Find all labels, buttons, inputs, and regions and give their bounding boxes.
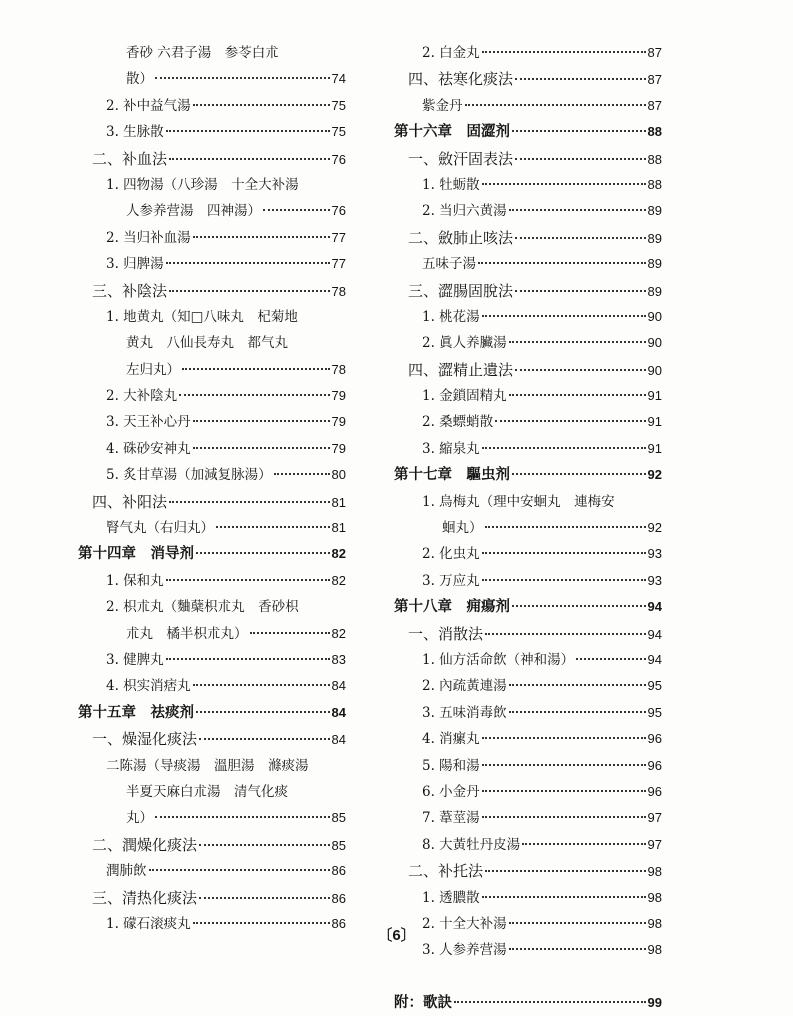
toc-entry (394, 225, 662, 251)
toc-entry (78, 700, 346, 726)
toc-entry-title: 1. 保和丸 (106, 572, 164, 589)
toc-entry (394, 832, 662, 858)
toc-entry-title: 3. 天王补心丹 (106, 414, 191, 431)
toc-entry-page: 95 (647, 678, 662, 694)
toc-entry-page: 94 (647, 651, 662, 667)
toc-entry-page: 78 (331, 283, 346, 299)
dot-leader (454, 1000, 646, 1003)
toc-entry-page: 98 (647, 864, 662, 880)
toc-entry (78, 40, 346, 66)
toc-entry (394, 489, 662, 515)
dot-leader (485, 632, 646, 635)
dot-leader (199, 843, 330, 846)
toc-entry-title: 二、斂肺止咳法 (408, 228, 514, 247)
toc-entry-title: 香砂 六君子湯 参苓白朮 (126, 45, 279, 61)
dot-leader (250, 631, 330, 634)
toc-entry-title: 1. 桃花湯 (422, 308, 480, 325)
toc-entry (394, 647, 662, 673)
toc-entry (394, 278, 662, 304)
toc-entry-title: 蛔丸） (442, 520, 483, 537)
dot-leader (509, 393, 646, 396)
toc-entry-title: 二、潤燥化痰法 (92, 835, 198, 854)
toc-entry-page: 87 (647, 97, 662, 113)
dot-leader (193, 683, 330, 686)
toc-entry (78, 885, 346, 911)
dot-leader (485, 869, 646, 872)
dot-leader (199, 896, 330, 899)
toc-entry-title: 1. 牡蛎散 (422, 176, 480, 193)
toc-entry-title: 一、消散法 (408, 624, 484, 643)
toc-entry-title: 3. 万应丸 (422, 572, 480, 589)
toc-entry-title: 4. 消瘰丸 (422, 731, 480, 748)
toc-entry-page: 99 (647, 995, 662, 1011)
toc-entry (394, 858, 662, 884)
toc-entry (394, 964, 662, 990)
toc-entry (78, 198, 346, 224)
toc-entry-page: 91 (647, 440, 662, 456)
dot-leader (149, 868, 330, 871)
toc-entry (78, 805, 346, 831)
toc-entry-page: 92 (647, 467, 662, 483)
dot-leader (482, 446, 646, 449)
toc-entry (78, 489, 346, 515)
toc-entry (394, 93, 662, 119)
dot-leader (482, 578, 646, 581)
toc-entry-title: 第十七章 驅虫剂 (394, 466, 510, 484)
toc-entry-title: 二陈湯（导痰湯 溫胆湯 滌痰湯 (106, 757, 309, 774)
toc-entry-title: 2. 十全大补湯 (422, 915, 507, 932)
toc-entry-title: 1. 地黄丸（知□八味丸 杞菊地 (106, 308, 298, 325)
toc-entry-page: 79 (331, 440, 346, 456)
toc-entry-page: 95 (647, 704, 662, 720)
toc-entry-title: 三、补陰法 (92, 281, 168, 300)
toc-entry-title: 2. 白金丸 (422, 45, 480, 61)
toc-entry-title: 第十五章 祛痰剂 (78, 703, 194, 721)
toc-entry-title: 4. 硃砂安神丸 (106, 440, 191, 457)
toc-entry-page: 89 (647, 203, 662, 219)
dot-leader (509, 710, 646, 713)
dot-leader (512, 472, 646, 475)
toc-entry-page: 83 (331, 651, 346, 667)
toc-entry-title: 散） (126, 71, 153, 88)
toc-entry (394, 541, 662, 567)
toc-entry-page: 90 (647, 335, 662, 351)
toc-entry (394, 409, 662, 435)
toc-entry-page: 80 (331, 467, 346, 483)
toc-entry-title: 二、补血法 (92, 149, 168, 168)
toc-entry-title: 第十六章 固澀剂 (394, 123, 510, 141)
toc-entry-title: 1. 金鎖固精丸 (422, 388, 507, 405)
toc-entry-page: 81 (331, 494, 346, 510)
dot-leader (196, 551, 330, 554)
toc-entry (78, 621, 346, 647)
toc-entry (78, 172, 346, 198)
toc-entry-title: 五味子湯 (422, 256, 476, 273)
toc-entry (78, 409, 346, 435)
toc-entry-page: 86 (331, 915, 346, 931)
toc-entry (78, 304, 346, 330)
toc-entry-page: 84 (331, 678, 346, 694)
toc-entry (78, 462, 346, 488)
toc-entry-title: 附：歌訣 (394, 994, 452, 1012)
toc-entry-title: 半夏天麻白朮湯 清气化痰 (126, 783, 288, 800)
toc-entry (78, 594, 346, 620)
dot-leader (482, 736, 646, 739)
toc-entry (394, 198, 662, 224)
toc-entry (394, 885, 662, 911)
toc-entry-title: 四、补阳法 (92, 492, 168, 511)
toc-entry (394, 383, 662, 409)
toc-entry-page: 82 (331, 546, 346, 562)
dot-leader (169, 157, 330, 160)
toc-entry-page: 90 (647, 308, 662, 324)
dot-leader (482, 551, 646, 554)
toc-entry-page: 77 (331, 229, 346, 245)
dot-leader (482, 789, 646, 792)
dot-leader (522, 842, 645, 845)
toc-entry-page: 96 (647, 757, 662, 773)
toc-entry-title: 2. 当归补血湯 (106, 229, 191, 246)
toc-entry-title: 2. 桑螵蛸散 (422, 414, 494, 431)
toc-entry (78, 647, 346, 673)
toc-entry (78, 225, 346, 251)
toc-entry-title: 潤肺飲 (106, 863, 147, 880)
toc-entry (78, 673, 346, 699)
toc-entry-title: 3. 縮泉丸 (422, 440, 480, 457)
dot-leader (179, 393, 329, 396)
dot-leader (509, 683, 646, 686)
dot-leader (216, 525, 330, 528)
toc-entry-title: 1. 透膿散 (422, 889, 480, 906)
toc-entry-title: 3. 归脾湯 (106, 256, 164, 273)
dot-leader (196, 710, 330, 713)
toc-entry (78, 436, 346, 462)
toc-entry-title: 四、祛寒化痰法 (408, 70, 514, 89)
toc-entry (394, 251, 662, 277)
dot-leader (166, 261, 330, 264)
toc-entry-title: 腎气丸（右归丸） (106, 520, 214, 537)
dot-leader (495, 419, 645, 422)
toc-entry-page: 86 (331, 890, 346, 906)
toc-entry-title: 3. 人参养营湯 (422, 942, 507, 959)
toc-entry-page: 75 (331, 124, 346, 140)
toc-entry-page: 98 (647, 915, 662, 931)
dot-leader (482, 314, 646, 317)
toc-entry-page: 89 (647, 256, 662, 272)
toc-entry-title: 2. 大补陰丸 (106, 388, 178, 405)
toc-entry (78, 93, 346, 119)
toc-entry-page: 77 (331, 256, 346, 272)
toc-entry-page: 74 (331, 71, 346, 87)
toc-entry-title: 5. 陽和湯 (422, 757, 480, 774)
toc-entry-title: 2. 枳朮丸（麯蘖枳朮丸 香砂枳 (106, 599, 299, 616)
toc-entry (394, 568, 662, 594)
toc-entry (394, 990, 662, 1016)
toc-entry (394, 621, 662, 647)
dot-leader (512, 604, 646, 607)
toc-entry-title: 2. 化虫丸 (422, 546, 480, 563)
toc-entry-page: 97 (647, 836, 662, 852)
toc-entry-title: 1. 礞石滚痰丸 (106, 915, 191, 932)
toc-entry-page: 87 (647, 72, 662, 88)
toc-entry-title: 黄丸 八仙長寿丸 都气丸 (126, 335, 288, 352)
toc-entry (78, 832, 346, 858)
toc-entry-page: 89 (647, 230, 662, 246)
toc-entry-title: 2. 內疏黃連湯 (422, 678, 507, 695)
toc-entry-title: 第十八章 痈瘍剂 (394, 598, 510, 616)
toc-entry (78, 515, 346, 541)
dot-leader (169, 500, 330, 503)
toc-entry (394, 304, 662, 330)
toc-entry-title: 紫金丹 (422, 97, 463, 114)
toc-entry-page: 91 (647, 388, 662, 404)
dot-leader (478, 261, 646, 264)
toc-entry-page: 90 (647, 362, 662, 378)
toc-entry (78, 779, 346, 805)
dot-leader (509, 947, 646, 950)
toc-entry-page: 85 (331, 810, 346, 826)
toc-entry (394, 357, 662, 383)
toc-right-column (394, 40, 662, 1016)
toc-entry (78, 278, 346, 304)
toc-entry-title: 朮丸 橘半枳朮丸） (126, 625, 248, 642)
toc-entry (78, 858, 346, 884)
dot-leader (482, 763, 646, 766)
dot-leader (515, 368, 646, 371)
toc-entry (394, 726, 662, 752)
toc-entry-page: 88 (647, 124, 662, 140)
toc-entry-title: 三、澀腸固脫法 (408, 281, 514, 300)
toc-entry-page: 82 (331, 625, 346, 641)
toc-entry (394, 515, 662, 541)
toc-entry-page: 98 (647, 942, 662, 958)
toc-entry-page: 93 (647, 546, 662, 562)
toc-entry (78, 146, 346, 172)
toc-entry-page: 79 (331, 414, 346, 430)
toc-entry (394, 330, 662, 356)
toc-entry (78, 357, 346, 383)
toc-entry-title: 三、清热化痰法 (92, 888, 198, 907)
toc-entry-page: 79 (331, 388, 346, 404)
toc-entry (394, 119, 662, 145)
dot-leader (193, 446, 330, 449)
toc-entry-page: 76 (331, 151, 346, 167)
toc-entry-page: 97 (647, 810, 662, 826)
toc-entry (394, 673, 662, 699)
toc-entry (78, 541, 346, 567)
dot-leader (509, 340, 646, 343)
toc-entry (394, 172, 662, 198)
toc-entry-title: 一、燥湿化痰法 (92, 730, 198, 749)
toc-entry-page: 78 (331, 361, 346, 377)
toc-entry-title: 8. 大黃牡丹皮湯 (422, 836, 521, 853)
dot-leader (485, 525, 646, 528)
toc-entry-page: 75 (331, 97, 346, 113)
toc-entry-page: 88 (647, 151, 662, 167)
toc-entry (78, 726, 346, 752)
toc-entry-page: 89 (647, 283, 662, 299)
toc-entry-page: 76 (331, 203, 346, 219)
toc-entry-page: 94 (647, 599, 662, 615)
dot-leader (193, 419, 330, 422)
dot-leader (509, 208, 646, 211)
toc-entry-title: 左归丸） (126, 361, 180, 378)
toc-entry-page: 84 (331, 704, 346, 720)
toc-entry-page: 87 (647, 45, 662, 60)
dot-leader (274, 472, 330, 475)
dot-leader (515, 289, 646, 292)
toc-entry (78, 119, 346, 145)
dot-leader (465, 103, 646, 106)
toc-entry (394, 462, 662, 488)
dot-leader (155, 76, 330, 79)
dot-leader (482, 895, 646, 898)
toc-entry-title: 四、澀精止遺法 (408, 360, 514, 379)
toc-entry-title: 1. 烏梅丸（理中安蛔丸 連梅安 (422, 493, 615, 510)
toc-entry (78, 568, 346, 594)
dot-leader (166, 129, 330, 132)
toc-entry (78, 251, 346, 277)
toc-entry-page: 81 (331, 520, 346, 536)
dot-leader (166, 578, 330, 581)
toc-entry-title: 2. 眞人养臟湯 (422, 335, 507, 352)
dot-leader (482, 50, 646, 53)
toc-entry-page: 91 (647, 414, 662, 430)
toc-entry-page: 85 (331, 837, 346, 853)
dot-leader (515, 236, 646, 239)
toc-entry-title: 2. 补中益气湯 (106, 97, 191, 114)
toc-entry (394, 40, 662, 66)
toc-entry-title: 4. 枳实消痞丸 (106, 678, 191, 695)
dot-leader (166, 657, 330, 660)
toc-entry-title: 丸） (126, 810, 153, 827)
toc-entry-title: 2. 当归六黄湯 (422, 203, 507, 220)
toc-entry-title: 5. 炙甘草湯（加減复脉湯） (106, 467, 272, 484)
toc-entry-page: 96 (647, 731, 662, 747)
toc-entry (78, 753, 346, 779)
toc-entry (394, 594, 662, 620)
toc-entry (394, 753, 662, 779)
dot-leader (482, 815, 646, 818)
dot-leader (263, 208, 330, 211)
toc-entry-page: 98 (647, 889, 662, 905)
toc-entry-page: 94 (647, 626, 662, 642)
toc-entry (78, 383, 346, 409)
toc-entry (394, 66, 662, 92)
toc-entry-title: 3. 健脾丸 (106, 651, 164, 668)
toc-entry-title: 人参养营湯 四神湯） (126, 203, 261, 220)
dot-leader (576, 657, 645, 660)
toc-entry (394, 805, 662, 831)
toc-entry-title: 3. 五味消毒飲 (422, 704, 507, 721)
toc-entry-title: 6. 小金丹 (422, 783, 480, 800)
toc-entry-title: 1. 仙方活命飲（神和湯） (422, 651, 575, 668)
dot-leader (169, 289, 330, 292)
toc-entry (394, 436, 662, 462)
toc-entry-page: 82 (331, 572, 346, 588)
page-number: 〔6〕 (377, 927, 416, 944)
dot-leader (515, 157, 646, 160)
dot-leader (515, 77, 646, 80)
dot-leader (193, 235, 330, 238)
dot-leader (155, 815, 330, 818)
toc-entry-page: 92 (647, 520, 662, 536)
toc-entry-page: 88 (647, 176, 662, 192)
dot-leader (193, 103, 330, 106)
toc-entry (394, 700, 662, 726)
dot-leader (512, 129, 646, 132)
toc-entry-title: 1. 四物湯（八珍湯 十全大补湯 (106, 176, 299, 193)
toc-left-column (78, 40, 346, 937)
dot-leader (182, 367, 330, 370)
toc-entry-title: 一、斂汗固表法 (408, 149, 514, 168)
toc-entry (394, 146, 662, 172)
toc-entry-title: 7. 葦莖湯 (422, 810, 480, 827)
toc-entry-title: 第十四章 消导剂 (78, 545, 194, 563)
toc-entry-page: 86 (331, 863, 346, 879)
toc-entry-page: 84 (331, 732, 346, 748)
toc-entry-title: 二、补托法 (408, 862, 484, 881)
dot-leader (199, 737, 330, 740)
toc-entry-page: 96 (647, 783, 662, 799)
toc-entry (78, 330, 346, 356)
dot-leader (482, 182, 646, 185)
toc-entry (394, 779, 662, 805)
toc-entry-title: 3. 生脉散 (106, 124, 164, 141)
toc-entry (78, 66, 346, 92)
toc-entry-page: 93 (647, 572, 662, 588)
